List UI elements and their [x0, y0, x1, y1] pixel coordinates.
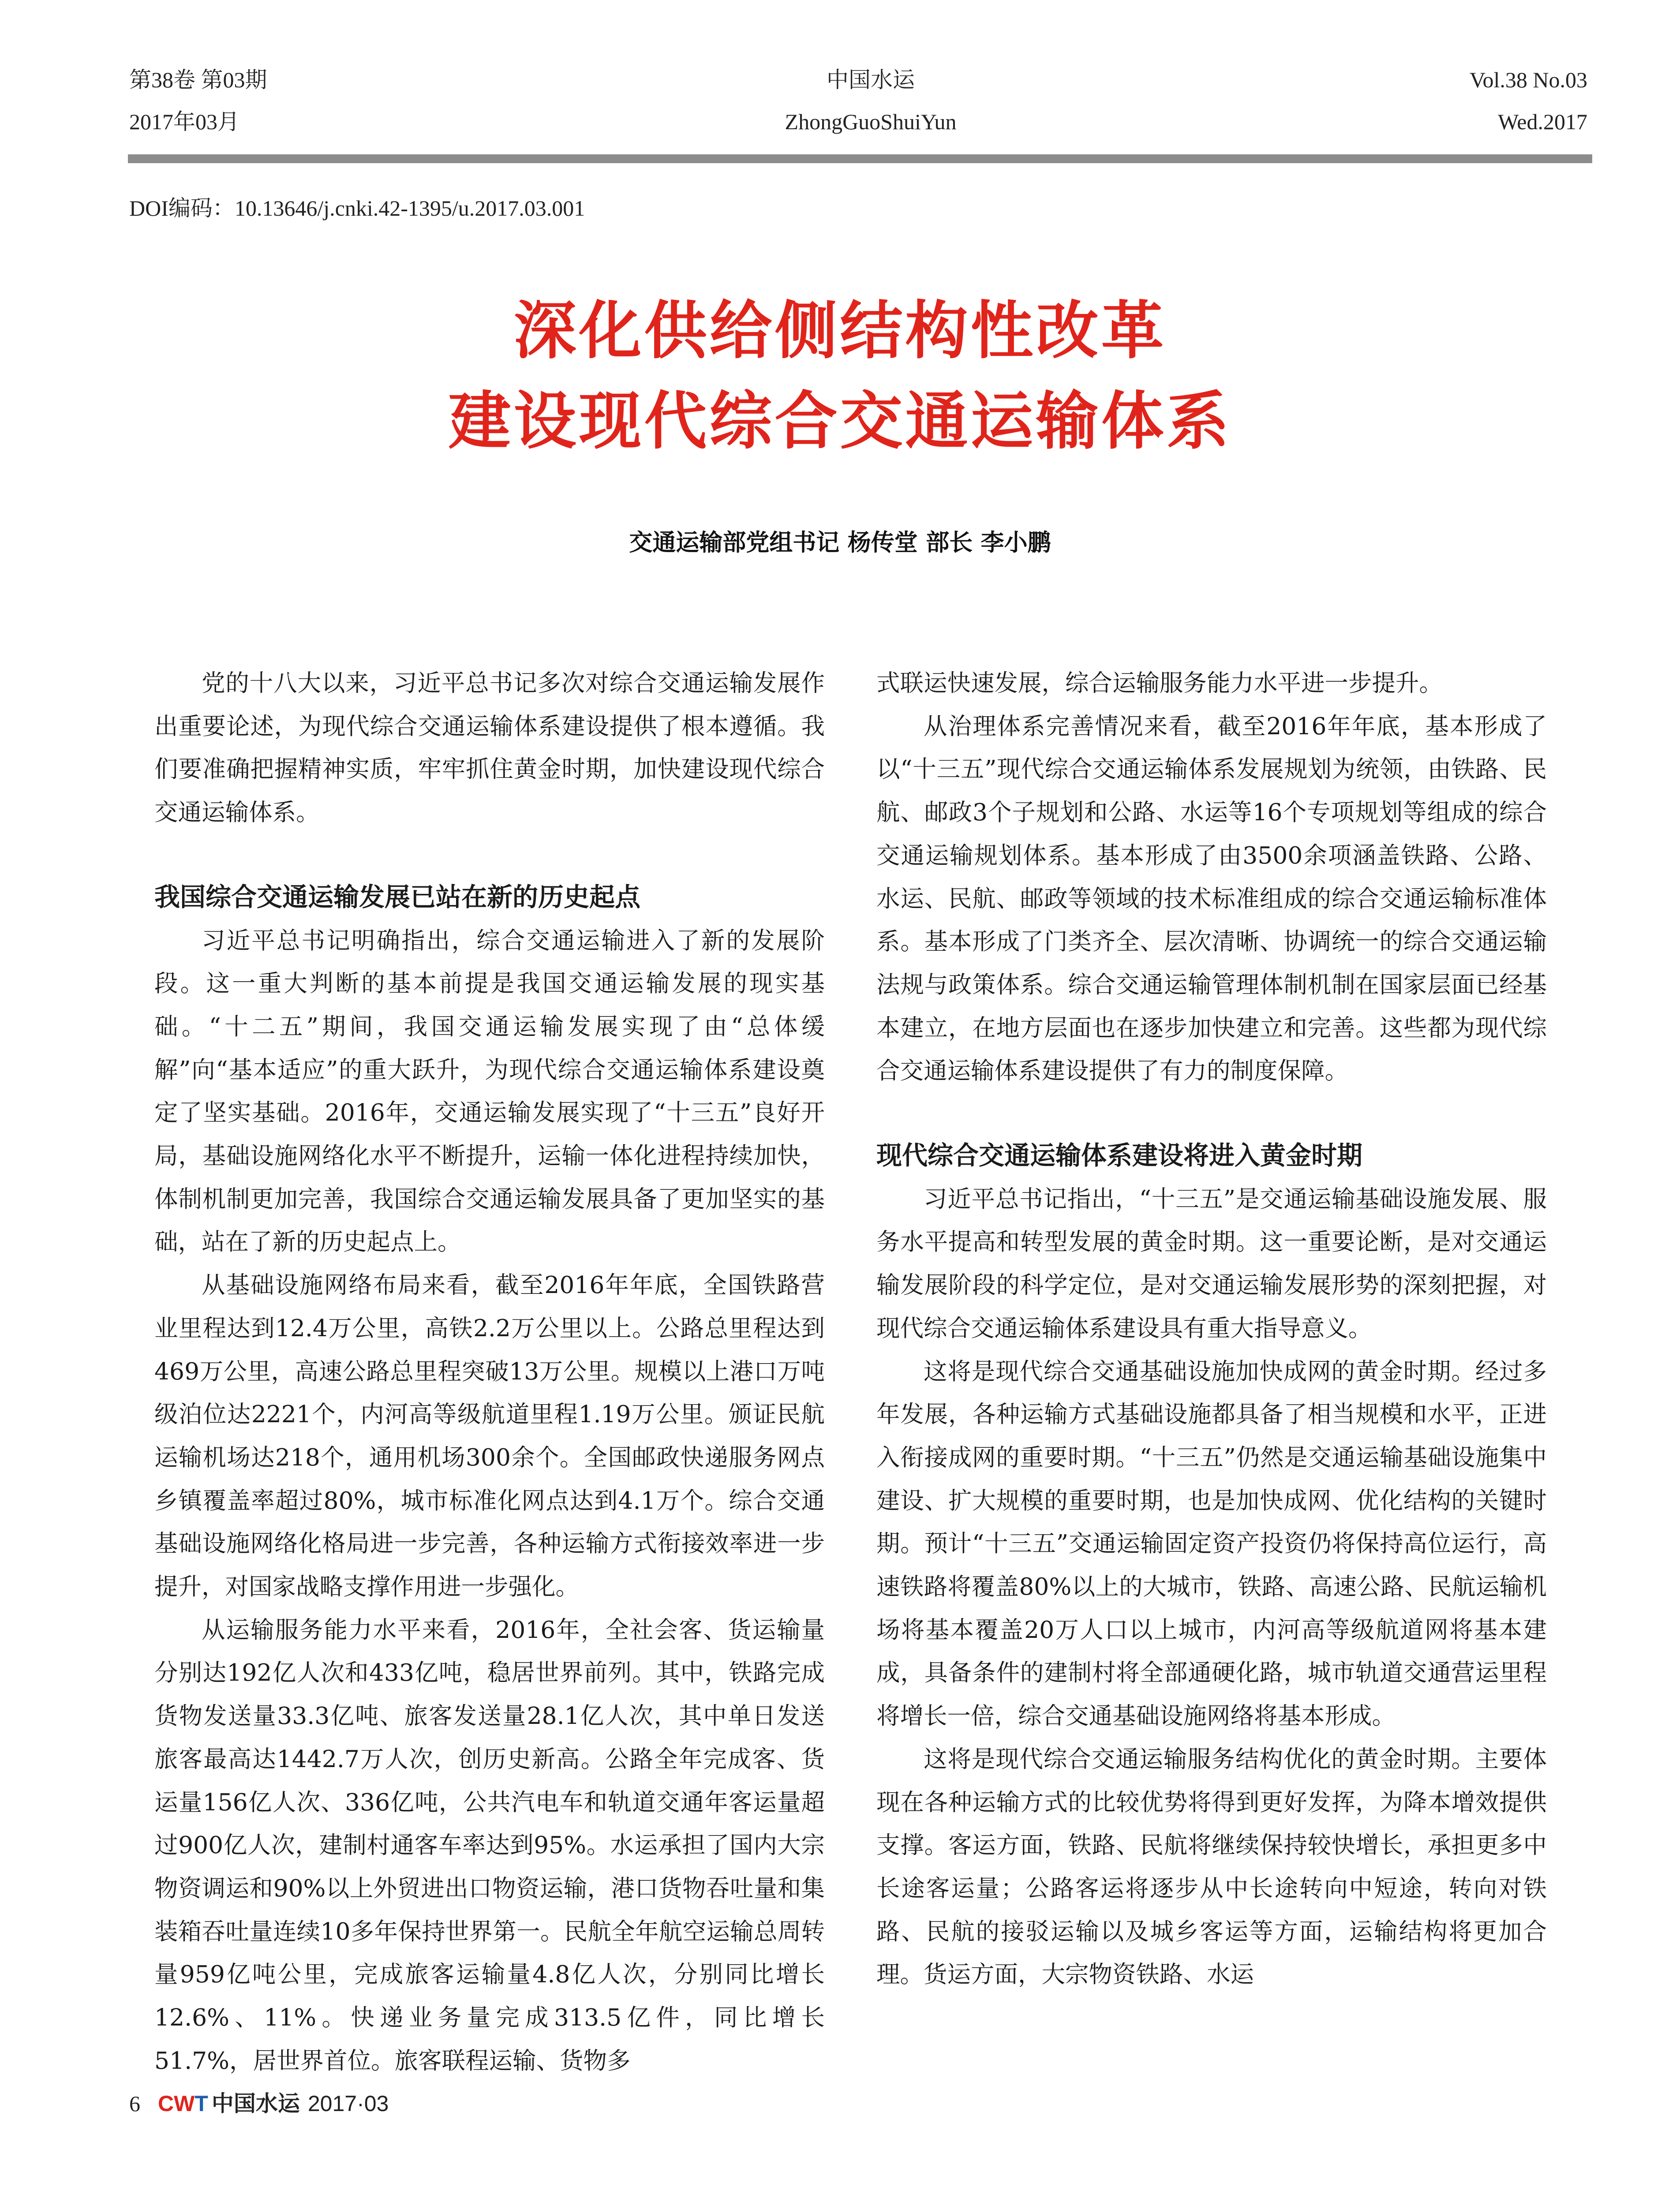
footer-journal-name: 中国水运 [211, 2090, 300, 2116]
issue-date: 2017年03月 [129, 109, 239, 134]
page-number: 6 [129, 2091, 140, 2116]
journal-logo-t: T [195, 2091, 208, 2116]
article-title-line2: 建设现代综合交通运输体系 [448, 385, 1232, 458]
section-heading-2: 现代综合交通运输体系建设将进入黄金时期 [876, 1140, 1363, 1171]
body-paragraph: 从治理体系完善情况来看，截至2016年年底，基本形成了以“十三五”现代综合交通运输体系发展规划为统领，由铁路、民航、邮政3个子规划和公路、水运等16个专项规划等组成的综合交通运输规划体系。基本形成了由3500余项涵盖铁路、公路、水运、民航、邮政等领域的技术标准组成的综合交通运输标准体系。基本形成了门类齐全、层次清晰、协调统一的综合交通运输法规与政策体系。综合交通运输管理体制机制在国家层面已经基本建立，在地方层面也在逐步加快建立和完善。这些都为现代综合交通运输体系建设提供了有力的制度保障。 [876, 712, 1547, 1085]
volume-issue: 第38卷 第03期 [129, 67, 267, 92]
body-paragraph: 习近平总书记指出，“十三五”是交通运输基础设施发展、服务水平提高和转型发展的黄金时期。这一重要论断，是对交通运输发展阶段的科学定位，是对交通运输发展形势的深刻把握，对现代综合交通运输体系建设具有重大指导意义。 [876, 1185, 1547, 1342]
issue-date-en: Wed.2017 [1498, 109, 1587, 134]
header-rule [128, 154, 1592, 163]
body-paragraph: 这将是现代综合交通运输服务结构优化的黄金时期。主要体现在各种运输方式的比较优势将得到更好发挥，为降本增效提供支撑。客运方面，铁路、民航将继续保持较快增长，承担更多中长途客运量；公路客运将逐步从中长途转向中短途，转向对铁路、民航的接驳运输以及城乡客运等方面，运输结构将更加合理。货运方面，大宗物资铁路、水运 [876, 1745, 1547, 1988]
volume-issue-en: Vol.38 No.03 [1469, 67, 1587, 92]
page-footer [129, 2090, 389, 2117]
header-right [1470, 66, 1587, 150]
body-paragraph-continued: 式联运快速发展，综合运输服务能力水平进一步提升。 [876, 669, 1443, 697]
header-left [129, 66, 267, 150]
body-paragraph: 从运输服务能力水平来看，2016年，全社会客、货运输量分别达192亿人次和433亿吨，稳居世界前列。其中，铁路完成货物发送量33.3亿吨、旅客发送量28.1亿人次，其中单日发送旅客最高达1442.7万人次，创历史新高。公路全年完成客、货运量156亿人次、336亿吨，公共汽电车和轨道交通年客运量超过900亿人次，建制村通客车率达到95%。水运承担了国内大宗物资调运和90%以上外贸进出口物资运输，港口货物吞吐量和集装箱吞吐量连续10多年保持世界第一。民航全年航空运输总周转量959亿吨公里，完成旅客运输量4.8亿人次，分别同比增长12.6%、11%。快递业务量完成313.5亿件，同比增长51.7%，居世界首位。旅客联程运输、货物多 [154, 1615, 825, 2074]
intro-paragraph: 党的十八大以来，习近平总书记多次对综合交通运输发展作出重要论述，为现代综合交通运输体系建设提供了根本遵循。我们要准确把握精神实质，牢牢抓住黄金时期，加快建设现代综合交通运输体系。 [154, 669, 825, 826]
section-heading-1: 我国综合交通运输发展已站在新的历史起点 [154, 882, 641, 912]
journal-name: 中国水运 [827, 67, 915, 92]
body-paragraph: 习近平总书记明确指出，综合交通运输进入了新的发展阶段。这一重大判断的基本前提是我国交通运输发展的现实基础。“十二五”期间，我国交通运输发展实现了由“总体缓解”向“基本适应”的重大跃升，为现代综合交通运输体系建设奠定了坚实基础。2016年，交通运输发展实现了“十三五”良好开局，基础设施网络化水平不断提升，运输一体化进程持续加快，体制机制更加完善，我国综合交通运输发展具备了更加坚实的基础，站在了新的历史起点上。 [154, 926, 825, 1256]
journal-name-pinyin: ZhongGuoShuiYun [785, 109, 957, 134]
doi-code: DOI编码：10.13646/j.cnki.42-1395/u.2017.03.001 [129, 196, 585, 220]
footer-issue: 2017·03 [307, 2091, 389, 2116]
body-column-right [876, 662, 1547, 1996]
body-paragraph: 从基础设施网络布局来看，截至2016年年底，全国铁路营业里程达到12.4万公里，高铁2.2万公里以上。公路总里程达到469万公里，高速公路总里程突破13万公里。规模以上港口万吨级泊位达2221个，内河高等级航道里程1.19万公里。颁证民航运输机场达218个，通用机场300余个。全国邮政快递服务网点乡镇覆盖率超过80%，城市标准化网点达到4.1万个。综合交通基础设施网络化格局进一步完善，各种运输方式衔接效率进一步提升，对国家战略支撑作用进一步强化。 [154, 1271, 825, 1601]
header-center [747, 66, 994, 150]
body-paragraph: 这将是现代综合交通基础设施加快成网的黄金时期。经过多年发展，各种运输方式基础设施都具备了相当规模和水平，正进入衔接成网的重要时期。“十三五”仍然是交通运输基础设施集中建设、扩大规模的重要时期，也是加快成网、优化结构的关键时期。预计“十三五”交通运输固定资产投资仍将保持高位运行，高速铁路将覆盖80%以上的大城市，铁路、高速公路、民航运输机场将基本覆盖20万人口以上城市，内河高等级航道网将基本建成，具备条件的建制村将全部通硬化路，城市轨道交通营运里程将增长一倍，综合交通基础设施网络将基本形成。 [876, 1357, 1547, 1730]
body-column-left [154, 662, 825, 2082]
journal-logo-cw: CW [158, 2091, 195, 2116]
article-authors: 交通运输部党组书记 杨传堂 部长 李小鹏 [629, 529, 1051, 556]
article-title-line1: 深化供给侧结构性改革 [513, 294, 1167, 367]
